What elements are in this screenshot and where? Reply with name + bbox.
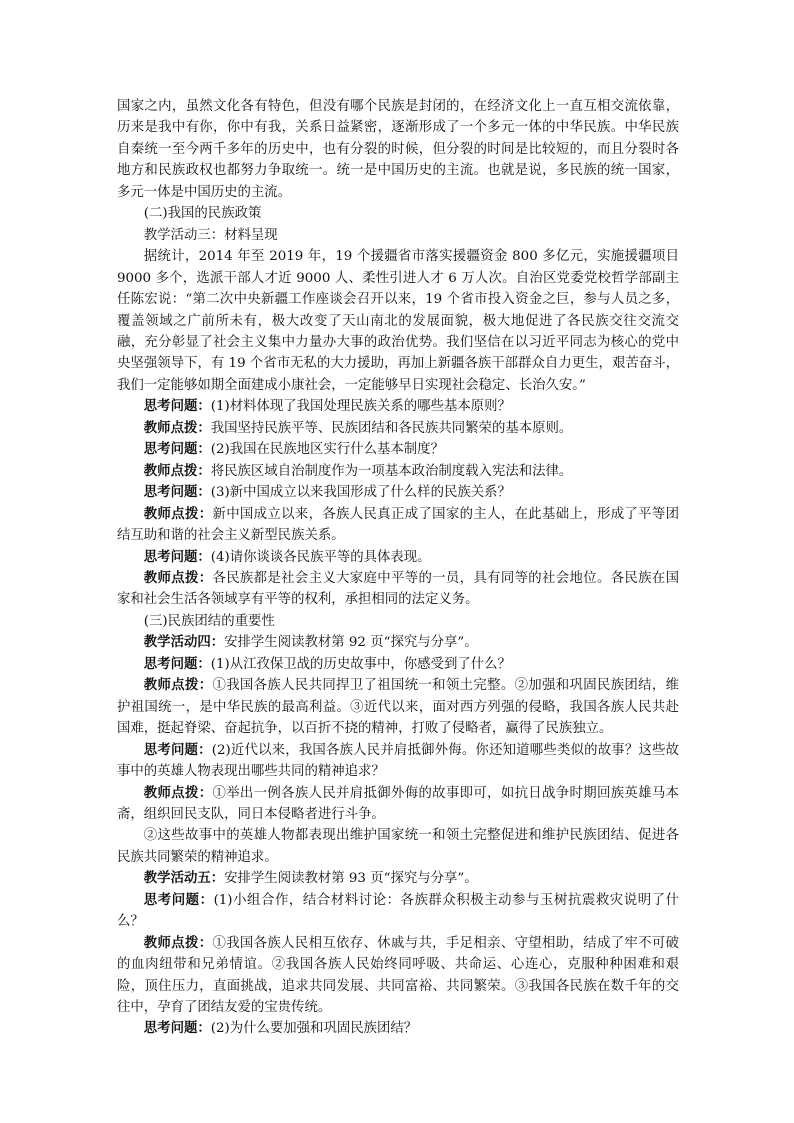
question-paragraph bbox=[117, 439, 679, 460]
activity-title: 教学活动三：材料呈现 bbox=[143, 227, 278, 243]
question-text: (1)材料体现了我国处理民族关系的哪些基本原则？ bbox=[210, 399, 511, 415]
question-paragraph bbox=[117, 654, 679, 675]
answer-paragraph bbox=[117, 933, 679, 1019]
question-paragraph bbox=[117, 396, 679, 417]
activity-paragraph bbox=[117, 632, 679, 653]
answer-paragraph bbox=[117, 783, 679, 826]
answer-text: 各民族都是社会主义大家庭中平等的一员，具有同等的社会地位。各民族在国家和社会生活各领域享有平等的权利，承担相同的法定义务。 bbox=[117, 570, 680, 608]
answer-text: ①我国各族人民共同捍卫了祖国统一和领土完整。②加强和巩固民族团结，维护祖国统一，是中华民族的最高利益。③近代以来，面对西方列强的侵略，我国各族人民共赴国难，挺起脊梁、奋起抗争，以百折不挠的精神，打败了侵略者，赢得了民族独立。 bbox=[117, 678, 680, 737]
answer-text: ①我国各族人民相互依存、休戚与共，手足相亲、守望相助，结成了牢不可破的血肉纽带和兄弟情谊。②我国各族人民始终同呼吸、共命运、心连心，克服种种困难和艰险，顶住压力，直面挑战，追求共同发展、共同富裕、共同繁荣。③我国各民族在数千年的交往中，孕育了团结友爱的宝贵传统。 bbox=[117, 935, 680, 1016]
question-paragraph bbox=[117, 482, 679, 503]
question-label: 思考问题： bbox=[143, 398, 211, 415]
answer-label: 教师点拨： bbox=[143, 934, 213, 951]
material-paragraph: 据统计，2014 年至 2019 年，19 个援疆省市落实援疆资金 800 多亿元，实施援疆项目 9000 多个，选派干部人才近 9000 人、柔性引进人才 6 万人次。自治区党委党校哲学部副主任陈宏说：“第二次中央新疆工作座谈会召开以来，19 个省市投入资金之巨，参与人员之多，覆盖领域之广前所未有，极大改变了天山南北的发展面貌，极大地促进了各民族交往交流交融，充分彰显了社会主义集中力量办大事的政治优势。我们坚信在以习近平同志为核心的党中央坚强领导下，有 19 个省市无私的大力援助，再加上新疆各族干部群众自力更生，艰苦奋斗，我们一定能够如期全面建成小康社会，一定能够早日实现社会稳定、长治久安。” bbox=[117, 249, 679, 393]
question-paragraph bbox=[117, 1018, 679, 1039]
question-label: 思考问题： bbox=[143, 655, 211, 672]
answer-text: 将民族区域自治制度作为一项基本政治制度载入宪法和法律。 bbox=[210, 463, 573, 479]
question-paragraph bbox=[117, 547, 679, 568]
activity-text: 安排学生阅读教材第 92 页“探究与分享”。 bbox=[224, 635, 478, 651]
section-heading-ethnic-policy: (二)我国的民族政策 bbox=[143, 206, 262, 222]
answer-text: 我国坚持民族平等、民族团结和各民族共同繁荣的基本原则。 bbox=[210, 420, 573, 436]
answer-paragraph bbox=[117, 461, 679, 482]
question-text: (4)请你谈谈各民族平等的具体表现。 bbox=[210, 549, 431, 565]
answer-paragraph bbox=[117, 504, 679, 547]
answer-label: 教师点拨： bbox=[143, 569, 213, 586]
activity-text: 安排学生阅读教材第 93 页“探究与分享”。 bbox=[224, 871, 478, 887]
answer-paragraph bbox=[117, 418, 679, 439]
question-label: 思考问题： bbox=[143, 548, 211, 565]
question-label: 思考问题： bbox=[143, 891, 214, 908]
answer-text: 新中国成立以来，各族人民真正成了国家的主人，在此基础上，形成了平等团结互助和谐的社会主义新型民族关系。 bbox=[117, 506, 680, 544]
question-text: (2)为什么要加强和巩固民族团结？ bbox=[210, 1021, 418, 1037]
section-heading-unity: (三)民族团结的重要性 bbox=[143, 613, 275, 629]
activity-paragraph bbox=[117, 868, 679, 889]
answer-label: 教师点拨： bbox=[143, 505, 213, 522]
answer-label: 教师点拨： bbox=[143, 677, 213, 694]
question-paragraph bbox=[117, 740, 679, 783]
question-paragraph bbox=[117, 890, 679, 933]
question-text: (1)从江孜保卫战的历史故事中，你感受到了什么？ bbox=[210, 656, 511, 672]
question-text: (1)小组合作，结合材料讨论：各族群众积极主动参与玉树抗震救灾说明了什么？ bbox=[117, 892, 680, 930]
answer-label: 教师点拨： bbox=[143, 462, 211, 479]
intro-paragraph: 国家之内，虽然文化各有特色，但没有哪个民族是封闭的，在经济文化上一直互相交流依靠，历来是我中有你，你中有我，关系日益紧密，逐渐形成了一个多元一体的中华民族。中华民族自秦统一至今两千多年的历史中，也有分裂的时候，但分裂的时间是比较短的，而且分裂时各地方和民族政权也都努力争取统一。统一是中国历史的主流。也就是说，多民族的统一国家，多元一体是中国历史的主流。 bbox=[117, 99, 679, 200]
answer-paragraph bbox=[117, 675, 679, 739]
answer-continuation: ②这些故事中的英雄人物都表现出维护国家统一和领土完整促进和维护民族团结、促进各民族共同繁荣的精神追求。 bbox=[117, 828, 679, 865]
document-body bbox=[117, 96, 679, 1040]
question-label: 思考问题： bbox=[143, 441, 211, 458]
question-label: 思考问题： bbox=[143, 1020, 211, 1037]
question-text: (2)我国在民族地区实行什么基本制度？ bbox=[210, 442, 444, 458]
question-text: (2)近代以来，我国各族人民并肩抵御外侮。你还知道哪些类似的故事？这些故事中的英雄人物表现出哪些共同的精神追求？ bbox=[117, 742, 680, 780]
question-label: 思考问题： bbox=[143, 741, 212, 758]
answer-text: ①举出一例各族人民并肩抵御外侮的故事即可，如抗日战争时期回族英雄马本斋，组织回民支队，同日本侵略者进行斗争。 bbox=[117, 785, 680, 822]
question-text: (3)新中国成立以来我国形成了什么样的民族关系？ bbox=[210, 485, 511, 501]
activity-label: 教学活动五： bbox=[143, 870, 225, 887]
answer-label: 教师点拨： bbox=[143, 784, 213, 801]
question-label: 思考问题： bbox=[143, 484, 211, 501]
activity-label: 教学活动四： bbox=[143, 634, 225, 651]
answer-paragraph bbox=[117, 568, 679, 611]
answer-label: 教师点拨： bbox=[143, 419, 211, 436]
